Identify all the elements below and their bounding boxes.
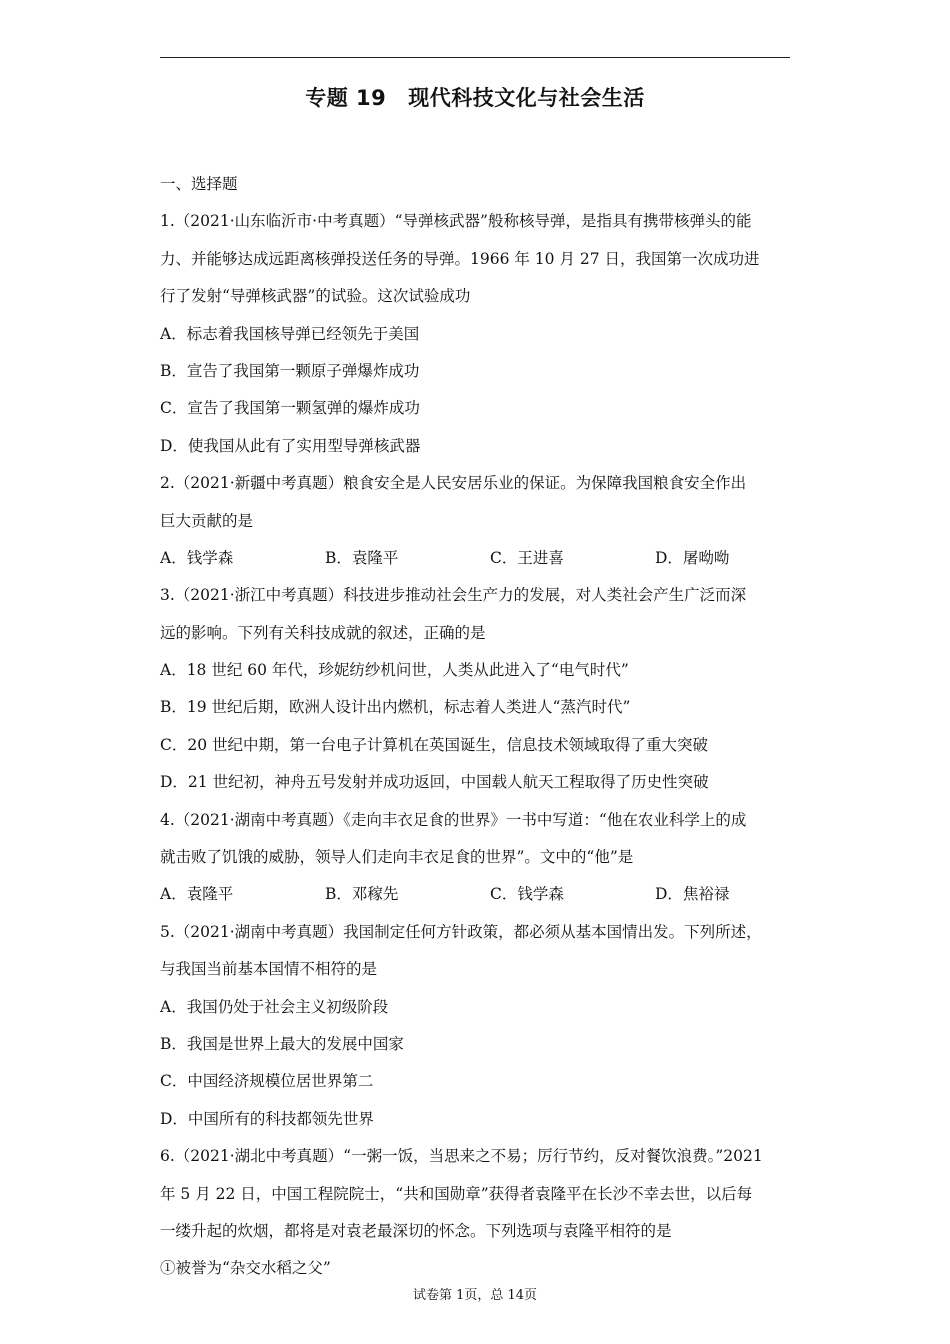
q6-line-3: 一缕升起的炊烟，都将是对袁老最深切的怀念。下列选项与袁隆平相符的是	[160, 1221, 672, 1240]
q5-option-b: B．我国是世界上最大的发展中国家	[160, 1034, 404, 1053]
q1-line-2: 力、并能够达成远距离核弹投送任务的导弹。1966 年 10 月 27 日，我国第一次成功进	[160, 249, 760, 268]
q4-option-d: D．焦裕禄	[655, 885, 730, 904]
question-list	[160, 170, 796, 1292]
section-heading: 一、选择题	[160, 175, 238, 193]
q4-line-2: 就击败了饥饿的威胁，领导人们走向丰衣足食的世界”。文中的“他”是	[160, 848, 634, 867]
q2-option-a: A．钱学森	[160, 548, 234, 567]
q4-option-c: C．钱学森	[490, 885, 564, 904]
q4-line-1: 4.（2021·湖南中考真题）《走向丰衣足食的世界》一书中写道：“他在农业科学上的成	[160, 810, 747, 829]
q2-option-d: D．屠呦呦	[655, 548, 730, 567]
q4-option-b: B．邓稼先	[325, 885, 399, 904]
q5-line-1: 5.（2021·湖南中考真题）我国制定任何方针政策，都必须从基本国情出发。下列所述，	[160, 922, 762, 941]
title-number: 专题 19	[305, 86, 387, 110]
q2-option-c: C．王进喜	[490, 548, 564, 567]
q2-line-2: 巨大贡献的是	[160, 511, 254, 530]
page-title	[0, 82, 950, 112]
q1-option-a: A．标志着我国核导弹已经领先于美国	[160, 324, 420, 343]
q6-line-1: 6.（2021·湖北中考真题）“一粥一饭，当思来之不易；厉行节约，反对餐饮浪费。”2021	[160, 1147, 763, 1166]
q3-option-d: D．21 世纪初，神舟五号发射并成功返回，中国载人航天工程取得了历史性突破	[160, 773, 709, 792]
q6-item-1: ①被誉为“杂交水稻之父”	[160, 1259, 331, 1278]
q5-option-c: C．中国经济规模位居世界第二	[160, 1072, 374, 1091]
q2-line-1: 2.（2021·新疆中考真题）粮食安全是人民安居乐业的保证。为保障我国粮食安全作出	[160, 474, 747, 493]
q1-line-1: 1.（2021·山东临沂市·中考真题）“导弹核武器”般称核导弹，是指具有携带核弹头的能	[160, 212, 752, 231]
q5-option-d: D．中国所有的科技都领先世界	[160, 1109, 374, 1128]
title-text: 现代科技文化与社会生活	[408, 86, 645, 110]
q2-options	[160, 544, 796, 581]
q2-option-b: B．袁隆平	[325, 548, 399, 567]
q1-option-d: D．使我国从此有了实用型导弹核武器	[160, 436, 421, 455]
q6-line-2: 年 5 月 22 日，中国工程院院士，“共和国勋章”获得者袁隆平在长沙不幸去世，以后每	[160, 1184, 753, 1203]
q1-option-c: C．宣告了我国第一颗氢弹的爆炸成功	[160, 399, 420, 418]
q5-line-2: 与我国当前基本国情不相符的是	[160, 960, 378, 979]
q4-options	[160, 880, 796, 917]
q3-line-1: 3.（2021·浙江中考真题）科技进步推动社会生产力的发展，对人类社会产生广泛而深	[160, 586, 747, 605]
q3-option-c: C．20 世纪中期，第一台电子计算机在英国诞生，信息技术领域取得了重大突破	[160, 735, 709, 754]
q1-option-b: B．宣告了我国第一颗原子弹爆炸成功	[160, 361, 420, 380]
page-footer: 试卷第 1页，总 14页	[412, 1288, 538, 1303]
q3-option-a: A．18 世纪 60 年代，珍妮纺纱机问世，人类从此进入了“电气时代”	[160, 661, 629, 680]
top-rule	[160, 57, 790, 58]
q3-option-b: B．19 世纪后期，欧洲人设计出内燃机，标志着人类进人“蒸汽时代”	[160, 698, 631, 717]
q5-option-a: A．我国仍处于社会主义初级阶段	[160, 997, 389, 1016]
q4-option-a: A．袁隆平	[160, 885, 234, 904]
q1-line-3: 行了发射“导弹核武器”的试验。这次试验成功	[160, 287, 471, 306]
q3-line-2: 远的影响。下列有关科技成就的叙述，正确的是	[160, 623, 486, 642]
